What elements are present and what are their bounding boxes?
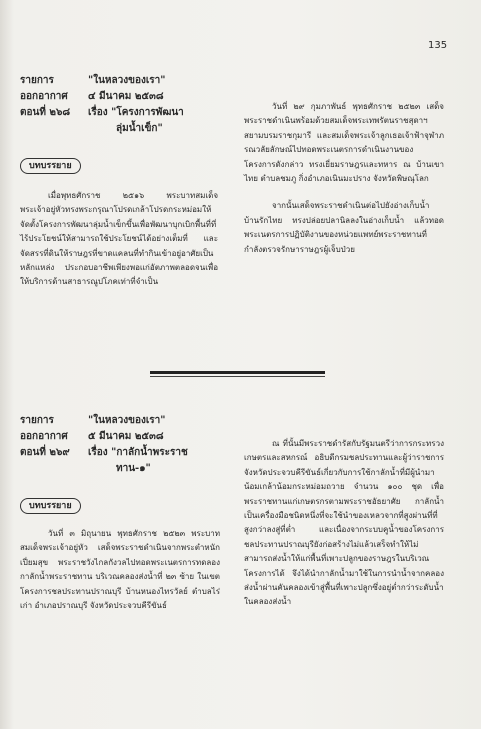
paragraph: จากนั้นเสด็จพระราชดำเนินต่อไปยังอ่างเก็บน้ำบ้านรักไทย ทรงปล่อยปลานิลลงในอ่างเก็บน้ำ แล้วทอดพระเนตรการปฏิบัติงานของหน่วยแพทย์พระราชทานที่กำลังตรวจรักษาราษฎรผู้เจ็บป่วย: [244, 201, 444, 254]
aired-value: ๔ มีนาคม ๒๕๓๘: [88, 91, 164, 102]
episode-title-line2: ลุ่มน้ำเข็ก": [116, 123, 163, 134]
article-2-meta: [20, 413, 188, 477]
paragraph: วันที่ ๒๙ กุมภาพันธ์ พุทธศักราช ๒๕๒๓ เสด็จพระราชดำเนินพร้อมด้วยสมเด็จพระเทพรัตนราชสุดาฯ สยามบรมราชกุมารี และสมเด็จพระเจ้าลูกเธอเจ้าฟ้าจุฬาภรณวลัยลักษณ์ไปทอดพระเนตรการดำเนินงานของโครงการดังกล่าว ทรงเยี่ยมราษฎรและทหาร ณ บ้านเขาไทย ตำบลชมภู กิ่งอำเภอเนินมะปราง จังหวัดพิษณุโลก: [244, 102, 444, 184]
episode-label: ตอนที่ ๒๖๘: [20, 107, 71, 118]
page-number: 135: [428, 40, 448, 51]
article-2-left-column: [20, 527, 220, 613]
episode-title-line1: เรื่อง "กาลักน้ำพระราช: [88, 447, 188, 458]
section-divider-thin: [150, 376, 325, 377]
article-1-left-column: [20, 189, 218, 290]
article-2-right-column: [244, 437, 444, 610]
program-value: "ในหลวงของเรา": [88, 75, 166, 86]
section-divider: [150, 371, 325, 374]
paragraph: เมื่อพุทธศักราช ๒๕๑๖ พระบาทสมเด็จพระเจ้าอยู่หัวทรงพระกรุณาโปรดเกล้าโปรดกระหม่อมให้จัดตั้งโครงการพัฒนาลุ่มน้ำเข็กขึ้นเพื่อพัฒนาบุกเบิกพื้นที่ที่ไร้ประโยชน์ให้สามารถใช้ประโยชน์ได้อย่างเต็มที่ และจัดสรรที่ดินให้ราษฎรที่ขาดแคลนที่ทำกินเข้าอยู่อาศัยเป็นหลักแหล่ง ประกอบอาชีพเพียงพอแก่อัตภาพตลอดจนเพื่อให้บริการด้านสาธารณูปโภคเท่าที่จำเป็น: [20, 191, 218, 287]
program-label: รายการ: [20, 415, 54, 426]
aired-label: ออกอากาศ: [20, 431, 68, 442]
episode-label: ตอนที่ ๒๖๙: [20, 447, 70, 458]
paragraph: วันที่ ๓ มิถุนายน พุทธศักราช ๒๕๒๓ พระบาทสมเด็จพระเจ้าอยู่หัว เสด็จพระราชดำเนินจากพระตำหนักเปี่ยมสุข พระราชวังไกลกังวลไปทอดพระเนตรการทดลองกาลักน้ำพระราชทาน บริเวณคลองส่งน้ำที่ ๒๓ ซ้าย ในเขตโครงการชลประทานปราณบุรี บ้านหนองไทรวัลย์ ตำบลไร่เก่า อำเภอปราณบุรี จังหวัดประจวบคีรีขันธ์: [20, 529, 220, 611]
program-label: รายการ: [20, 75, 54, 86]
article-2-tag: บทบรรยาย: [20, 498, 81, 514]
article-1-tag: บทบรรยาย: [20, 158, 81, 174]
paragraph: ณ ที่นั้นมีพระราชดำรัสกับรัฐมนตรีว่าการกระทรวงเกษตรและสหกรณ์ อธิบดีกรมชลประทานและผู้ว่าราชการจังหวัดประจวบคีรีขันธ์เกี่ยวกับการใช้กาลักน้ำที่มีผู้นำมาน้อมเกล้าน้อมกระหม่อมถวาย จำนวน ๑๐๐ ชุด เพื่อพระราชทานแก่เกษตรกรตามพระราชอัธยาศัย กาลักน้ำเป็นเครื่องมือชนิดหนึ่งที่จะใช้นำของเหลวจากที่สูงผ่านที่ที่สูงกว่าลงสู่ที่ต่ำ และเนื่องจากระบบคูน้ำของโครงการชลประทานปราณบุรียังก่อสร้างไม่แล้วเสร็จทำให้ไม่สามารถส่งน้ำให้แก่พื้นที่เพาะปลูกของราษฎรในบริเวณโครงการได้ จึงได้นำกาลักน้ำมาใช้ในการนำน้ำจากคลองส่งน้ำผ่านคันคลองเข้าสู่พื้นที่เพาะปลูกซึ่งอยู่ต่ำกว่าระดับน้ำในคลองส่งน้ำ: [244, 439, 444, 607]
aired-value: ๕ มีนาคม ๒๕๓๘: [88, 431, 164, 442]
episode-title-line2: ทาน-๑": [116, 463, 151, 474]
episode-title-line1: เรื่อง "โครงการพัฒนา: [88, 107, 184, 118]
article-1-meta: [20, 73, 184, 137]
aired-label: ออกอากาศ: [20, 91, 68, 102]
program-value: "ในหลวงของเรา": [88, 415, 166, 426]
article-1-right-column: [244, 100, 444, 257]
